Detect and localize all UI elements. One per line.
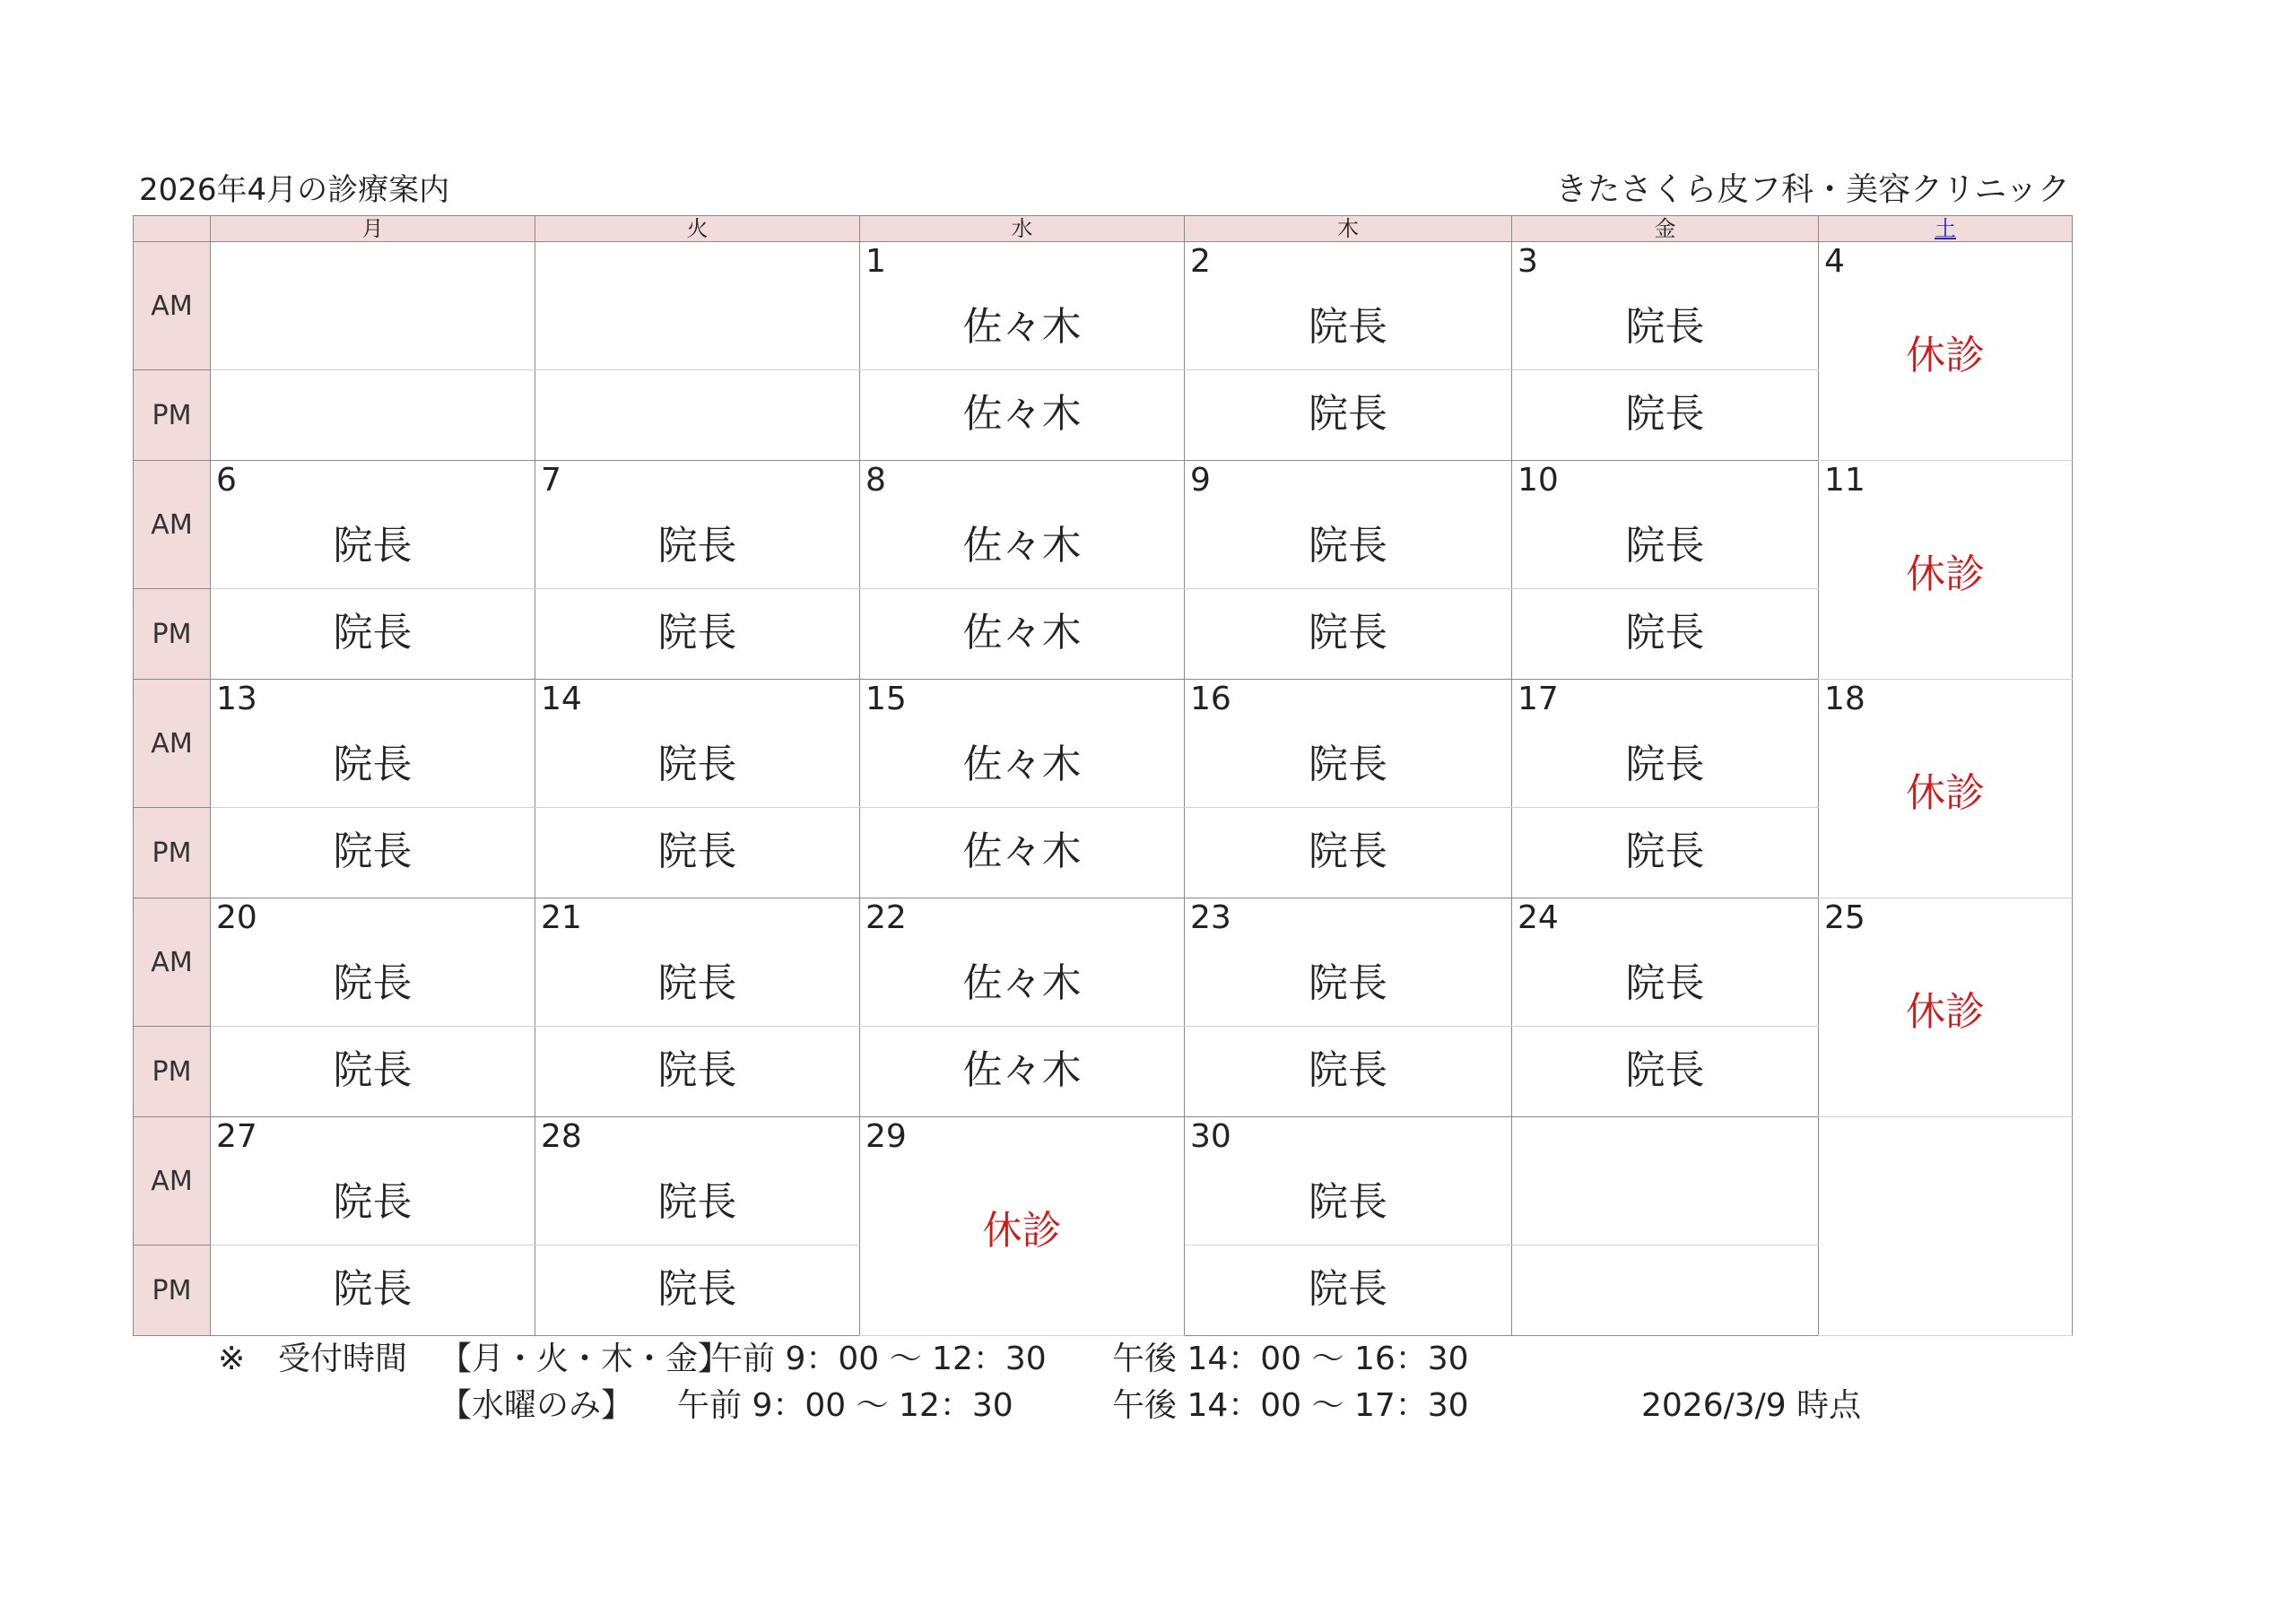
date-number: 9 bbox=[1190, 462, 1211, 499]
closed-day-cell bbox=[1819, 680, 2073, 898]
doctor-name: 院長 bbox=[1625, 960, 1705, 1006]
am-slot-cell bbox=[860, 898, 1185, 1027]
am-slot-cell bbox=[535, 1117, 860, 1245]
date-number: 13 bbox=[216, 681, 257, 717]
pm-slot-cell bbox=[860, 589, 1185, 680]
am-slot-cell bbox=[211, 461, 535, 589]
doctor-name: 院長 bbox=[1309, 960, 1387, 1006]
am-slot-cell bbox=[1512, 461, 1819, 589]
pm-slot-cell bbox=[1185, 370, 1512, 461]
pm-label: PM bbox=[134, 1027, 211, 1117]
pm-slot-cell bbox=[1512, 1027, 1819, 1117]
page-title: 2026年4月の診療案内 bbox=[139, 172, 450, 208]
weekday-sat-label: 土 bbox=[1935, 216, 1956, 241]
date-number: 14 bbox=[541, 681, 582, 717]
doctor-name: 佐々木 bbox=[962, 960, 1082, 1006]
doctor-name: 院長 bbox=[333, 960, 413, 1006]
pm-slot-cell bbox=[211, 589, 535, 680]
weekday-sat bbox=[1819, 216, 2073, 242]
date-number: 30 bbox=[1190, 1118, 1231, 1155]
doctor-name: 院長 bbox=[1625, 391, 1705, 437]
am-slot-cell bbox=[1185, 242, 1512, 370]
doctor-name: 院長 bbox=[1625, 610, 1705, 655]
reception-label: 受付時間 bbox=[278, 1341, 408, 1377]
doctor-name: 院長 bbox=[333, 742, 413, 787]
date-number: 22 bbox=[865, 899, 907, 936]
am-slot-cell bbox=[535, 898, 860, 1027]
doctor-name: 院長 bbox=[1309, 523, 1387, 568]
am-slot-cell bbox=[535, 242, 860, 370]
doctor-name: 院長 bbox=[1309, 1266, 1387, 1312]
week-pm-row bbox=[134, 1027, 2073, 1117]
doctor-name: 院長 bbox=[333, 829, 413, 874]
corner-cell bbox=[134, 216, 211, 242]
pm-slot-cell bbox=[860, 370, 1185, 461]
am-slot-cell bbox=[1185, 1117, 1512, 1245]
closed-label: 休診 bbox=[1906, 769, 1985, 816]
date-number: 21 bbox=[541, 899, 582, 936]
pm-slot-cell bbox=[1512, 370, 1819, 461]
pm-slot-cell bbox=[211, 808, 535, 898]
closed-label: 休診 bbox=[1906, 551, 1985, 597]
doctor-name: 院長 bbox=[1625, 1047, 1705, 1093]
wednesday-group-label: 【水曜のみ】 bbox=[439, 1387, 634, 1424]
weekday-header-row bbox=[134, 216, 2073, 242]
date-number: 23 bbox=[1190, 899, 1231, 936]
am-slot-cell bbox=[1512, 680, 1819, 808]
am-slot-cell bbox=[211, 680, 535, 808]
date-number: 15 bbox=[865, 681, 907, 717]
doctor-name: 院長 bbox=[657, 1179, 737, 1225]
week-am-row bbox=[134, 461, 2073, 589]
pm-slot-cell bbox=[1512, 589, 1819, 680]
weekday-am-hours: 午前 9：00 ～ 12：30 bbox=[710, 1341, 1047, 1377]
pm-slot-cell bbox=[860, 808, 1185, 898]
doctor-name: 院長 bbox=[333, 1266, 413, 1312]
doctor-name: 佐々木 bbox=[962, 304, 1082, 350]
doctor-name: 院長 bbox=[657, 742, 737, 787]
date-number: 28 bbox=[541, 1118, 582, 1155]
doctor-name: 院長 bbox=[1309, 610, 1387, 655]
weekday-wed: 水 bbox=[860, 216, 1185, 242]
closed-label: 休診 bbox=[1906, 332, 1985, 378]
date-number: 18 bbox=[1824, 681, 1866, 717]
date-number: 17 bbox=[1518, 681, 1559, 717]
closed-day-cell bbox=[1819, 461, 2073, 680]
doctor-name: 院長 bbox=[657, 829, 737, 874]
doctor-name: 院長 bbox=[333, 1179, 413, 1225]
doctor-name: 院長 bbox=[333, 523, 413, 568]
doctor-name: 院長 bbox=[657, 1047, 737, 1093]
doctor-name: 院長 bbox=[1309, 742, 1387, 787]
week-pm-row bbox=[134, 370, 2073, 461]
weekday-pm-hours: 午後 14：00 ～ 16：30 bbox=[1112, 1341, 1469, 1377]
date-number: 6 bbox=[216, 462, 237, 499]
doctor-name: 院長 bbox=[657, 523, 737, 568]
date-number: 10 bbox=[1518, 462, 1559, 499]
doctor-name: 佐々木 bbox=[962, 829, 1082, 874]
doctor-name: 佐々木 bbox=[962, 1047, 1082, 1093]
pm-slot-cell bbox=[860, 1027, 1185, 1117]
pm-slot-cell bbox=[1512, 808, 1819, 898]
date-number: 7 bbox=[541, 462, 561, 499]
as-of-date: 2026/3/9 時点 bbox=[1641, 1387, 1862, 1424]
am-slot-cell bbox=[860, 680, 1185, 808]
closed-label: 休診 bbox=[1906, 988, 1985, 1035]
pm-slot-cell bbox=[1185, 589, 1512, 680]
am-slot-cell bbox=[860, 461, 1185, 589]
am-slot-cell bbox=[211, 898, 535, 1027]
weekday-mon: 月 bbox=[211, 216, 535, 242]
doctor-name: 佐々木 bbox=[962, 742, 1082, 787]
weekday-fri: 金 bbox=[1512, 216, 1819, 242]
note-mark: ※ bbox=[218, 1341, 246, 1377]
date-number: 8 bbox=[865, 462, 886, 499]
date-number: 4 bbox=[1824, 243, 1845, 280]
pm-slot-cell bbox=[1185, 1027, 1512, 1117]
am-slot-cell bbox=[1185, 680, 1512, 808]
doctor-name: 佐々木 bbox=[962, 523, 1082, 568]
am-slot-cell bbox=[211, 242, 535, 370]
am-slot-cell bbox=[860, 242, 1185, 370]
doctor-name: 院長 bbox=[1309, 1047, 1387, 1093]
pm-slot-cell bbox=[535, 808, 860, 898]
pm-slot-cell bbox=[211, 1245, 535, 1336]
week-am-row bbox=[134, 898, 2073, 1027]
doctor-name: 院長 bbox=[657, 1266, 737, 1312]
week-am-row bbox=[134, 242, 2073, 370]
pm-label: PM bbox=[134, 1245, 211, 1336]
date-number: 25 bbox=[1824, 899, 1866, 936]
am-slot-cell bbox=[1185, 898, 1512, 1027]
closed-label: 休診 bbox=[982, 1207, 1062, 1254]
date-number: 3 bbox=[1518, 243, 1538, 280]
weekday-group-label: 【月・火・木・金】 bbox=[439, 1341, 731, 1377]
am-slot-cell bbox=[211, 1117, 535, 1245]
am-label: AM bbox=[134, 242, 211, 370]
doctor-name: 院長 bbox=[333, 610, 413, 655]
doctor-name: 院長 bbox=[1625, 742, 1705, 787]
clinic-name: きたさくら皮フ科・美容クリニック bbox=[1555, 171, 2070, 208]
wednesday-pm-hours: 午後 14：00 ～ 17：30 bbox=[1112, 1387, 1469, 1424]
doctor-name: 佐々木 bbox=[962, 610, 1082, 655]
am-slot-cell bbox=[1512, 242, 1819, 370]
am-label: AM bbox=[134, 680, 211, 808]
wednesday-am-hours: 午前 9：00 ～ 12：30 bbox=[677, 1387, 1013, 1424]
empty-day-cell bbox=[1819, 1117, 2073, 1336]
date-number: 27 bbox=[216, 1118, 257, 1155]
closed-day-cell bbox=[1819, 898, 2073, 1117]
am-label: AM bbox=[134, 461, 211, 589]
am-label: AM bbox=[134, 898, 211, 1027]
pm-slot-cell bbox=[535, 589, 860, 680]
pm-slot-cell bbox=[211, 1027, 535, 1117]
date-number: 29 bbox=[865, 1118, 907, 1155]
doctor-name: 院長 bbox=[1625, 829, 1705, 874]
date-number: 20 bbox=[216, 899, 257, 936]
date-number: 1 bbox=[865, 243, 886, 280]
doctor-name: 院長 bbox=[1625, 523, 1705, 568]
weekday-tue: 火 bbox=[535, 216, 860, 242]
pm-slot-cell bbox=[535, 1245, 860, 1336]
doctor-name: 院長 bbox=[333, 1047, 413, 1093]
am-slot-cell bbox=[1512, 1117, 1819, 1245]
doctor-name: 院長 bbox=[1309, 829, 1387, 874]
date-number: 11 bbox=[1824, 462, 1866, 499]
date-number: 16 bbox=[1190, 681, 1231, 717]
pm-label: PM bbox=[134, 808, 211, 898]
pm-label: PM bbox=[134, 589, 211, 680]
pm-slot-cell bbox=[535, 1027, 860, 1117]
am-slot-cell bbox=[1512, 898, 1819, 1027]
pm-label: PM bbox=[134, 370, 211, 461]
doctor-name: 院長 bbox=[1309, 304, 1387, 350]
date-number: 2 bbox=[1190, 243, 1211, 280]
date-number: 24 bbox=[1518, 899, 1559, 936]
pm-slot-cell bbox=[535, 370, 860, 461]
pm-slot-cell bbox=[1512, 1245, 1819, 1336]
doctor-name: 院長 bbox=[1309, 391, 1387, 437]
week-am-row bbox=[134, 1117, 2073, 1245]
pm-slot-cell bbox=[1185, 808, 1512, 898]
doctor-name: 院長 bbox=[657, 610, 737, 655]
week-am-row bbox=[134, 680, 2073, 808]
week-pm-row bbox=[134, 808, 2073, 898]
am-slot-cell bbox=[535, 461, 860, 589]
doctor-name: 佐々木 bbox=[962, 391, 1082, 437]
am-slot-cell bbox=[1185, 461, 1512, 589]
pm-slot-cell bbox=[211, 370, 535, 461]
closed-day-cell bbox=[860, 1117, 1185, 1336]
schedule-calendar bbox=[133, 215, 2073, 1336]
pm-slot-cell bbox=[1185, 1245, 1512, 1336]
closed-day-cell bbox=[1819, 242, 2073, 461]
am-label: AM bbox=[134, 1117, 211, 1245]
doctor-name: 院長 bbox=[657, 960, 737, 1006]
doctor-name: 院長 bbox=[1309, 1179, 1387, 1225]
week-pm-row bbox=[134, 589, 2073, 680]
am-slot-cell bbox=[535, 680, 860, 808]
doctor-name: 院長 bbox=[1625, 304, 1705, 350]
weekday-thu: 木 bbox=[1185, 216, 1512, 242]
